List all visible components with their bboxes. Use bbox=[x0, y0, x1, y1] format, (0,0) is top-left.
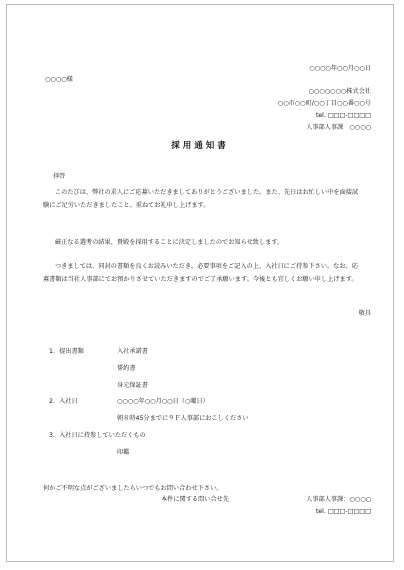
greeting: 拝啓 bbox=[53, 173, 66, 180]
sender-person: 人事部人事課 ○○○○ bbox=[306, 124, 371, 131]
recipient-name: ○○○○様 bbox=[45, 76, 73, 83]
contact-label: 本件に関する問い合せ先 bbox=[161, 496, 230, 503]
issue-date: ○○○○年○○月○○日 bbox=[309, 65, 371, 72]
item-1-value-2: 誓約書 bbox=[117, 365, 136, 372]
closing: 敬具 bbox=[358, 310, 371, 317]
paragraph-2: 厳正なる選考の結果、貴殿を採用することに決定しましたのでお知らせ致します。 bbox=[55, 239, 284, 246]
item-3-label: 3．入社日に持参していただくもの bbox=[49, 432, 146, 439]
item-2-value-2: 朝８時45分までに９Ｆ人事部におこしください bbox=[117, 415, 249, 422]
item-3-value-1: 印鑑 bbox=[117, 449, 130, 456]
company-name: ○○○○○○○株式会社 bbox=[308, 88, 371, 95]
item-2-label: 2．入社日 bbox=[49, 398, 78, 405]
contact-person: 人事部人事課：○○○○ bbox=[306, 496, 371, 503]
document-title: 採用通知書 bbox=[171, 141, 229, 151]
item-1-value-3: 身元保証書 bbox=[117, 382, 148, 389]
item-2-value-1: ○○○○年○○月○○日（○曜日） bbox=[117, 398, 209, 405]
footer-note: 何かご不明な点がございましたらいつでもお問い合わせ下さい。 bbox=[43, 485, 223, 492]
document-page bbox=[6, 4, 394, 562]
item-1-label: 1．提出書類 bbox=[49, 348, 84, 355]
contact-tel: tel. □□□-□□□□ bbox=[315, 508, 371, 515]
paragraph-3: つきましては、同封の書類を良くお読みいただき、必要事項をご記入の上、入社日にご持参下さい。なお、応募書類は当社人事部にてお預かりさせていただきますのでご了承願います。今後とも宜しくお願い申し上げます。 bbox=[43, 263, 358, 283]
company-address: ○○市○○町/○○丁目○○番○○号 bbox=[277, 100, 371, 107]
paragraph-1: このたびは、弊社の求人にご応募いただきましてありがとうございました。また、先日はお忙しい中を面接試験にご足労いただきましたこと、重ねてお礼申し上げます。 bbox=[43, 189, 359, 209]
company-tel: tel. □□□-□□□□ bbox=[315, 112, 371, 119]
item-1-value-1: 入社承諾書 bbox=[117, 348, 148, 355]
